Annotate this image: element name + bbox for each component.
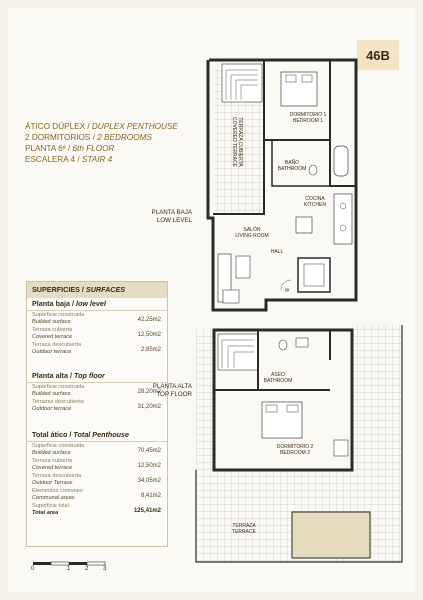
right-terrace-floor (352, 325, 402, 470)
bed-1 (281, 72, 317, 106)
room-bedroom-1: DORMITORIO 1 BEDROOM 1 (289, 112, 327, 124)
surface-row: Superficie construida Builded surface 42,25m2 (32, 312, 161, 325)
dining-table (296, 217, 312, 233)
surface-row: Elementos comunes Communal areas 8,41m2 (32, 488, 161, 501)
low-level-label: PLANTA BAJA LOW LEVEL (151, 209, 192, 224)
unit-floor: PLANTA 6ª / 6th FLOOR (25, 144, 115, 153)
side-terrace-floor (196, 330, 214, 470)
scale-tick: 1 (67, 566, 71, 572)
elevator-marker: B (283, 288, 289, 292)
kitchen-counter (334, 194, 352, 244)
scale-bar (33, 562, 105, 565)
room-bedroom-2: DORMITORIO 2 BEDROOM 2 (276, 444, 314, 456)
wardrobe (334, 440, 348, 456)
top-floor-label: PLANTA ALTA TOP FLOOR (152, 383, 192, 398)
surface-row: Terraza cubierta Covered terrace 12,50m2 (32, 327, 161, 340)
stair-well (222, 64, 262, 102)
unit-stair: ESCALERA 4 / STAIR 4 (25, 155, 113, 164)
armchair (223, 290, 239, 303)
room-living: SALÓN LIVING ROOM (235, 227, 269, 239)
scale-tick: 3 (103, 566, 107, 572)
bed-2 (262, 402, 302, 438)
surfaces-title: SUPERFICIES / SURFACES (27, 282, 167, 298)
scale-tick: 2 (85, 566, 89, 572)
room-kitchen: COCINA KITCHEN (304, 196, 326, 208)
toilet-2 (279, 340, 287, 350)
washbasin (296, 338, 308, 347)
surface-row: Terrazas descubierta Outdoor terrace 31,20m2 (32, 399, 161, 412)
coffee-table (236, 256, 250, 278)
section-title: Total ático / Total Penthouse (27, 429, 167, 442)
surface-row: Terraza descubierta Outdoor terrace 2,85m2 (32, 342, 161, 355)
unit-bedrooms: 2 DORMITORIOS / 2 BEDROOMS (25, 133, 152, 142)
section-title: Planta baja / low level (27, 298, 167, 311)
surface-row-total: Superficie total Total area 125,41m2 (32, 503, 161, 516)
surface-row: Terraza descubierta Outdoor Terrace 34,05m2 (32, 473, 161, 486)
surface-row: Superficie construida Builded surface 70,45m2 (32, 443, 161, 456)
surface-row: Superficie construida Builded surface 28,20m2 (32, 384, 161, 397)
room-bathroom-1: BAÑO BATHROOM (277, 160, 307, 172)
scale-tick: 0 (31, 566, 35, 572)
unit-code: 46B (366, 47, 390, 63)
room-bathroom-2: ASEO BATHROOM (263, 372, 293, 384)
low-level-plan (208, 60, 356, 310)
room-covered-terrace: TERRAZA CUBIERTA COVERED TERRACE (231, 117, 243, 167)
communal-block (292, 512, 370, 558)
bathtub (334, 146, 348, 176)
elevator-shaft (298, 258, 330, 292)
section-title: Planta alta / Top floor (27, 370, 167, 383)
unit-type: ÁTICO DÚPLEX / DUPLEX PENTHOUSE (25, 122, 178, 131)
room-terrace: TERRAZA TERRACE (232, 523, 256, 535)
room-hall: HALL (270, 249, 284, 255)
surface-row: Terraza cubierta Covered terrace 12,50m2 (32, 458, 161, 471)
